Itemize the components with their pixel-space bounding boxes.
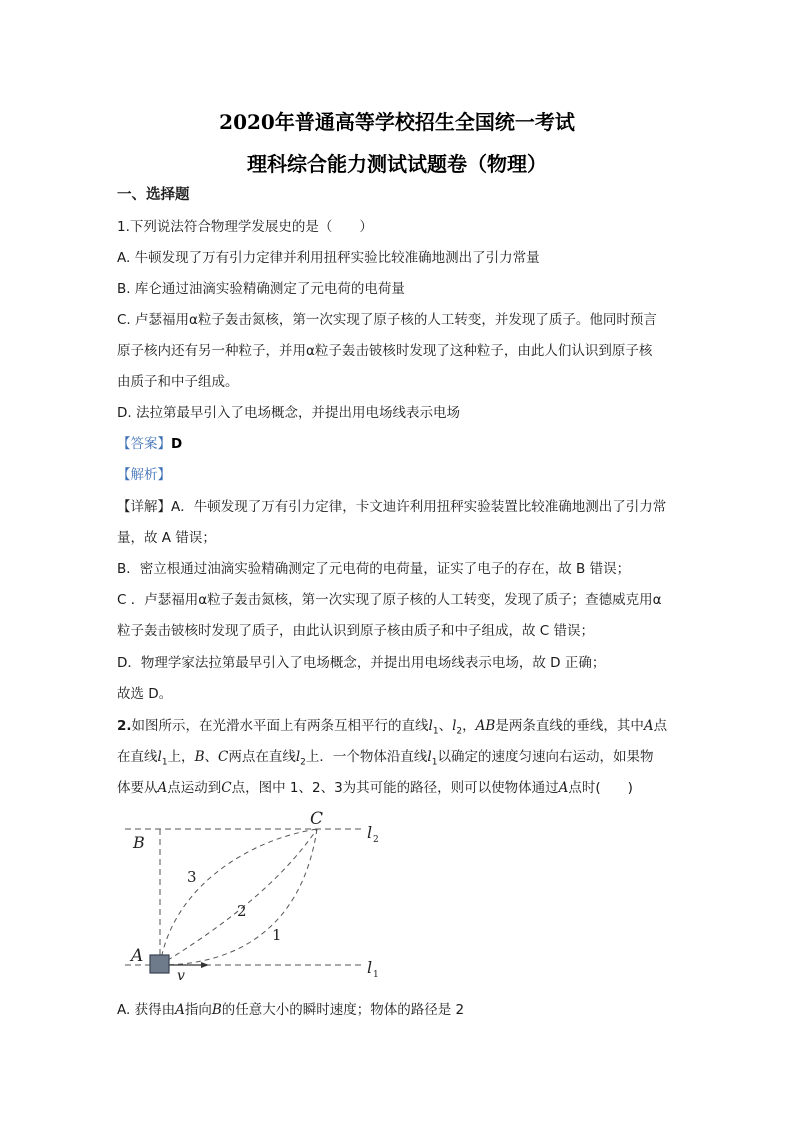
q2-text: 上．一个物体沿直线: [305, 749, 428, 765]
q1-stem: 1.下列说法符合物理学发展史的是（ ）: [117, 219, 373, 235]
q2-text: 是两条直线的垂线，其中: [495, 718, 644, 734]
q1-conclusion: 故选 D。: [117, 686, 173, 702]
symbol-c: C: [217, 749, 229, 765]
label-l1: l: [367, 958, 373, 977]
symbol-a: A: [643, 718, 654, 734]
answer-tag: 【答案】: [117, 436, 171, 452]
label-path-1: 1: [272, 926, 282, 944]
symbol-b: B: [194, 749, 205, 765]
symbol-c: C: [221, 780, 232, 796]
subscript: 1: [161, 757, 168, 768]
subscript: 1: [432, 726, 439, 737]
q1-detail-line3: B．密立根通过油滴实验精确测定了元电荷的电荷量，证实了电子的存在，故 B 错误；: [117, 561, 631, 577]
path-2: [160, 829, 317, 965]
q2-text: 点，图中 1、2、3为其可能的路径，则可以使物体通过: [231, 780, 559, 796]
exam-title: 2020年普通高等学校招生全国统一考试: [219, 110, 575, 134]
label-path-2: 2: [237, 902, 247, 920]
analysis-tag: 【解析】: [117, 467, 171, 483]
q1-option-a: A. 牛顿发现了万有引力定律并利用扭秤实验比较准确地测出了引力常量: [117, 250, 540, 266]
q2-number: 2.: [117, 718, 132, 734]
q2-stem-line1: [117, 716, 687, 742]
symbol-l: l: [157, 749, 162, 765]
q1-option-c-line2: 原子核内还有另一种粒子，并用α粒子轰击铍核时发现了这种粒子，由此人们认识到原子核: [117, 343, 653, 359]
q1-detail-line4: C ．卢瑟福用α粒子轰击氮核，第一次实现了原子核的人工转变，发现了质子；查德威克用α: [117, 592, 662, 608]
label-l1-sub: 1: [373, 970, 379, 980]
symbol-a: A: [157, 780, 168, 796]
path-1: [160, 829, 317, 965]
q2-option-a: [117, 1000, 687, 1020]
section-heading: 一、选择题: [117, 187, 190, 203]
label-path-3: 3: [187, 868, 197, 886]
path-3: [160, 829, 317, 965]
q2-text: 如图所示，在光滑水平面上有两条互相平行的直线: [131, 718, 429, 734]
symbol-l: l: [452, 718, 457, 734]
block-object: [150, 955, 169, 973]
q2-text: A. 获得由: [117, 1002, 176, 1018]
label-a: A: [131, 946, 144, 966]
q1-option-c-line3: 由质子和中子组成。: [117, 374, 239, 390]
q2-text: 两点在直线: [228, 749, 296, 765]
q1-answer: [117, 434, 687, 454]
label-l2-sub: 2: [373, 835, 379, 845]
q1-detail-line5: 粒子轰击铍核时发现了质子，由此认识到原子核由质子和中子组成，故 C 错误；: [117, 623, 595, 639]
label-b: B: [133, 833, 145, 852]
label-c: C: [310, 809, 324, 829]
q2-text: 的任意大小的瞬时速度；物体的路径是 2: [221, 1002, 465, 1018]
q2-text: 指向: [184, 1002, 212, 1018]
q1-detail-line2: 量，故 A 错误；: [117, 530, 216, 546]
symbol-a: A: [558, 780, 569, 796]
answer-value: D: [171, 436, 183, 452]
q1-option-c-line1: C. 卢瑟福用α粒子轰击氮核，第一次实现了原子核的人工转变，并发现了质子。他同时预言: [117, 312, 657, 328]
q2-text: 点: [653, 718, 668, 734]
motion-paths-diagram: [117, 808, 397, 983]
label-l2: l: [367, 823, 373, 842]
symbol-l: l: [295, 749, 301, 765]
label-v: v: [177, 968, 185, 983]
q1-option-d: D. 法拉第最早引入了电场概念，并提出用电场线表示电场: [117, 405, 460, 421]
symbol-l: l: [427, 749, 432, 765]
symbol-ab: AB: [475, 718, 496, 734]
arrowhead-icon: [201, 962, 209, 968]
symbol-a: A: [175, 1002, 185, 1018]
subscript: 2: [300, 757, 306, 768]
subscript: 1: [431, 757, 438, 768]
q1-detail-line1: 【详解】A．牛顿发现了万有引力定律，卡文迪许利用扭秤实验装置比较准确地测出了引力常: [117, 499, 667, 515]
q2-stem-line2: [117, 747, 687, 773]
q2-text: 上，: [167, 749, 195, 765]
q2-text: 以确定的速度匀速向右运动，如果物: [437, 749, 654, 765]
q2-text: 、: [438, 718, 453, 734]
q2-text: 、: [204, 749, 218, 765]
q1-option-b: B. 库仑通过油滴实验精确测定了元电荷的电荷量: [117, 281, 405, 297]
q2-stem-line3: [117, 778, 687, 798]
symbol-b: B: [211, 1002, 222, 1018]
symbol-l: l: [428, 718, 433, 734]
q2-text: 点运动到: [167, 780, 222, 796]
exam-subtitle: 理科综合能力测试试题卷（物理）: [247, 152, 547, 176]
q2-text: ，: [462, 718, 476, 734]
q2-text: 在直线: [117, 749, 158, 765]
subscript: 2: [456, 726, 463, 737]
q2-text: 体要从: [117, 780, 158, 796]
q1-detail-line6: D．物理学家法拉第最早引入了电场概念，并提出用电场线表示电场，故 D 正确；: [117, 655, 606, 671]
q2-text: 点时( ): [568, 780, 633, 796]
